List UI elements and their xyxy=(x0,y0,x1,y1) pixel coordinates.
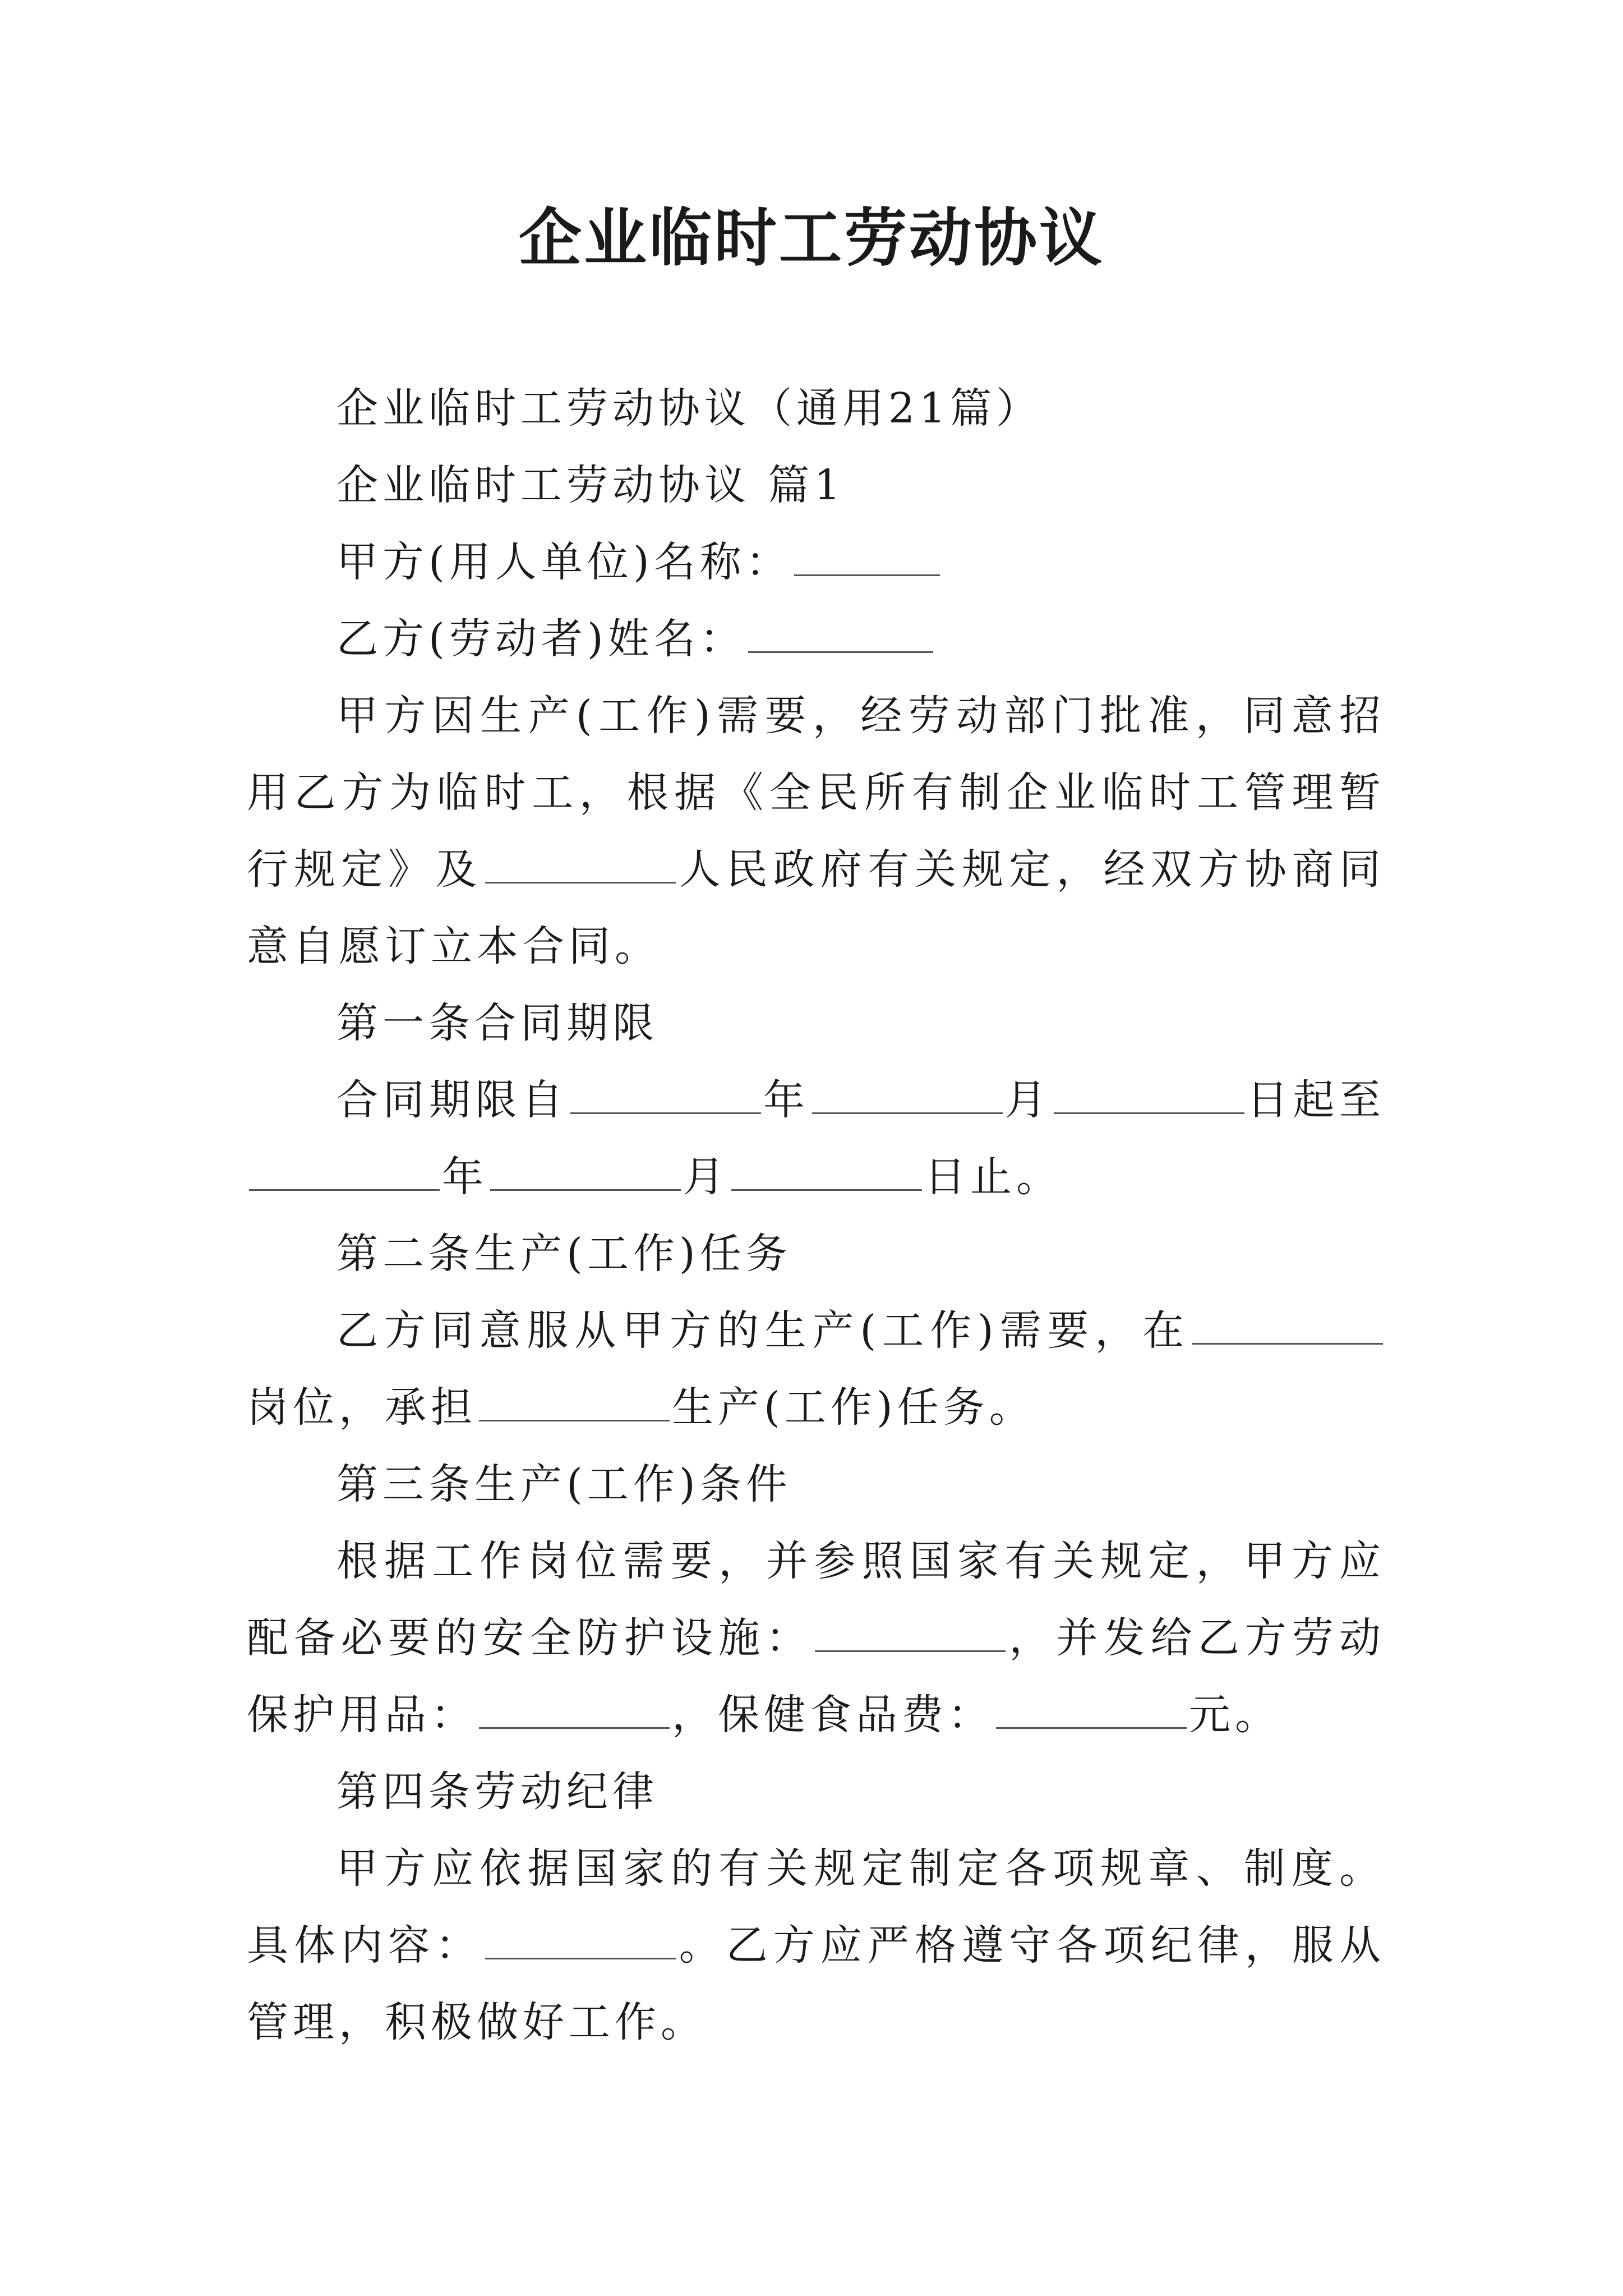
document-subtitle: 企业临时工劳动协议（通用21篇） xyxy=(336,384,1043,432)
article-1-text-6: 月 xyxy=(683,1153,729,1201)
task-blank xyxy=(479,1386,670,1421)
article-1-text-7: 日止。 xyxy=(924,1153,1062,1201)
document-title: 企业临时工劳动协议 xyxy=(519,201,1104,275)
article-3-text-3: ，保健食品费： xyxy=(672,1691,994,1739)
end-year-blank xyxy=(249,1156,440,1191)
article-3-text-1: 根据工作岗位需要，并参照国家有关规定，甲方应配备必要的安全防护设施： xyxy=(247,1537,1385,1662)
end-day-blank xyxy=(731,1156,922,1191)
intro-text-2: 人民政府有关规定，经双方协商同意自愿订立本合同。 xyxy=(247,845,1385,970)
party-b-name-blank xyxy=(748,618,933,653)
government-blank xyxy=(485,848,676,884)
position-blank xyxy=(1192,1309,1383,1345)
article-1-text-4: 日起至 xyxy=(1246,1076,1385,1124)
party-a-label: 甲方(用人单位)名称： xyxy=(336,538,792,586)
party-b-label: 乙方(劳动者)姓名： xyxy=(336,615,746,663)
party-a-name-blank xyxy=(794,541,940,576)
intro-text-1: 甲方因生产(工作)需要，经劳动部门批准，同意招用乙方为临时工，根据《全民所有制企业临时工管理暂行规定》及 xyxy=(247,692,1385,894)
article-2-heading: 第二条生产(工作)任务 xyxy=(336,1230,792,1278)
safety-facilities-blank xyxy=(815,1617,1006,1652)
article-4-heading: 第四条劳动纪律 xyxy=(336,1768,658,1816)
rules-content-blank xyxy=(485,1924,676,1959)
section-heading: 企业临时工劳动协议 篇1 xyxy=(336,461,845,509)
article-1-text-2: 年 xyxy=(763,1076,810,1124)
intro-paragraph xyxy=(247,678,1385,985)
article-1-text-3: 月 xyxy=(1004,1076,1052,1124)
article-2-text-2: 岗位，承担 xyxy=(247,1383,477,1432)
article-1-text-5: 年 xyxy=(442,1153,488,1201)
article-4-text-2: 。乙方应严格遵守各项纪律，服从管理，积极做好工作。 xyxy=(247,1921,1385,2046)
article-4-text xyxy=(247,1830,1385,2061)
start-day-blank xyxy=(1054,1079,1244,1114)
article-4-text-1: 甲方应依据国家的有关规定制定各项规章、制度。具体内容： xyxy=(247,1844,1385,1970)
health-food-fee-blank xyxy=(996,1694,1187,1729)
article-3-text-2: ，并发给乙方劳动保护用品： xyxy=(247,1614,1386,1739)
party-a-line xyxy=(247,524,1385,601)
end-month-blank xyxy=(490,1156,681,1191)
start-month-blank xyxy=(812,1079,1003,1114)
party-b-line xyxy=(247,601,1385,678)
article-1-text-1: 合同期限自 xyxy=(336,1076,568,1124)
document-body xyxy=(247,370,1385,2061)
article-2-text-3: 生产(工作)任务。 xyxy=(672,1383,1035,1432)
protective-gear-blank xyxy=(479,1694,670,1729)
article-3-text xyxy=(247,1523,1385,1754)
article-1-heading: 第一条合同期限 xyxy=(336,999,658,1047)
article-2-text-1: 乙方同意服从甲方的生产(工作)需要，在 xyxy=(336,1306,1190,1355)
article-3-heading: 第三条生产(工作)条件 xyxy=(336,1460,792,1508)
article-1-text xyxy=(247,1062,1385,1216)
article-3-text-4: 元。 xyxy=(1189,1691,1281,1739)
article-2-text xyxy=(247,1292,1385,1446)
start-year-blank xyxy=(570,1079,761,1114)
